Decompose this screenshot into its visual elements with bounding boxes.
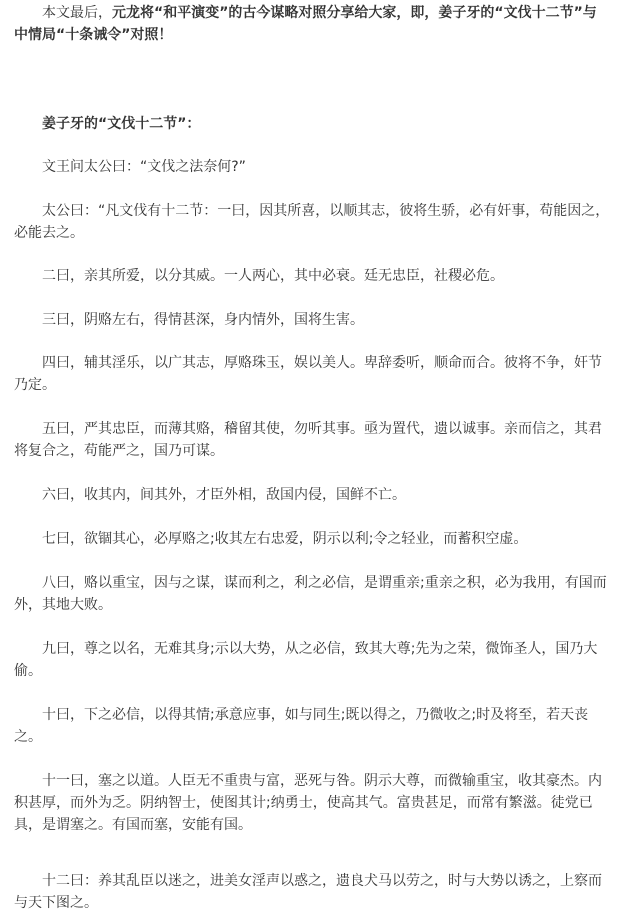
clause-paragraph-10: 十曰，下之必信，以得其情;承意应事，如与同生;既以得之，乃微收之;时及将至，若天丧之。 (14, 707, 589, 745)
section-heading: 姜子牙的“文伐十二节”： (42, 116, 201, 132)
intro-paragraph (14, 2, 610, 46)
clause-paragraph-12: 十二曰：养其乱臣以迷之，进美女淫声以惑之，遗良犬马以劳之，时与大势以诱之，上察而与天下图之。 (14, 873, 602, 911)
clause-paragraph-11: 十一曰，塞之以道。人臣无不重贵与富，恶死与咎。阴示大尊，而微输重宝，收其豪杰。内积甚厚，而外为乏。阴纳智士，使图其计;纳勇士，使高其气。富贵甚足，而常有繁滋。徒党已具，是谓塞之。有国而塞，安能有国。 (14, 773, 602, 833)
clause-paragraph-7: 七曰，欲锢其心，必厚赂之;收其左右忠爱，阴示以利;令之轻业，而蓄积空虚。 (42, 531, 528, 547)
clause-paragraph-4: 四曰，辅其淫乐，以广其志，厚赂珠玉，娱以美人。卑辞委听，顺命而合。彼将不争，奸节乃定。 (14, 355, 602, 393)
clause-paragraph-2: 二曰，亲其所爱，以分其威。一人两心，其中必衰。廷无忠臣，社稷必危。 (42, 268, 504, 284)
clause-paragraph-3: 三曰，阴赂左右，得情甚深，身内情外，国将生害。 (42, 312, 364, 328)
question-paragraph: 文王问太公曰：“文伐之法奈何?” (42, 159, 246, 175)
clause-paragraph-8: 八曰，赂以重宝，因与之谋，谋而利之，利之必信，是谓重亲;重亲之积，必为我用，有国而外，其地大败。 (14, 575, 607, 613)
clause-paragraph-9: 九曰，尊之以名，无难其身;示以大势，从之必信，致其大尊;先为之荣，微饰圣人，国乃大偷。 (14, 641, 598, 679)
clause-paragraph-5: 五曰，严其忠臣，而薄其赂，稽留其使，勿听其事。亟为置代，遗以诚事。亲而信之，其君将复合之，苟能严之，国乃可谋。 (14, 421, 602, 459)
clause-paragraph-6: 六曰，收其内，间其外，才臣外相，敌国内侵，国鲜不亡。 (42, 487, 406, 503)
intro-lead: 本文最后， (42, 5, 112, 21)
clause-paragraph-1: 太公曰：“凡文伐有十二节：一曰，因其所喜，以顺其志，彼将生骄，必有奸事，苟能因之，必能去之。 (14, 203, 610, 241)
intro-highlight: 元龙将“和平演变”的古今谋略对照分享给大家，即，姜子牙的“文伐十二节”与中情局“十条诫令”对照！ (14, 5, 597, 43)
